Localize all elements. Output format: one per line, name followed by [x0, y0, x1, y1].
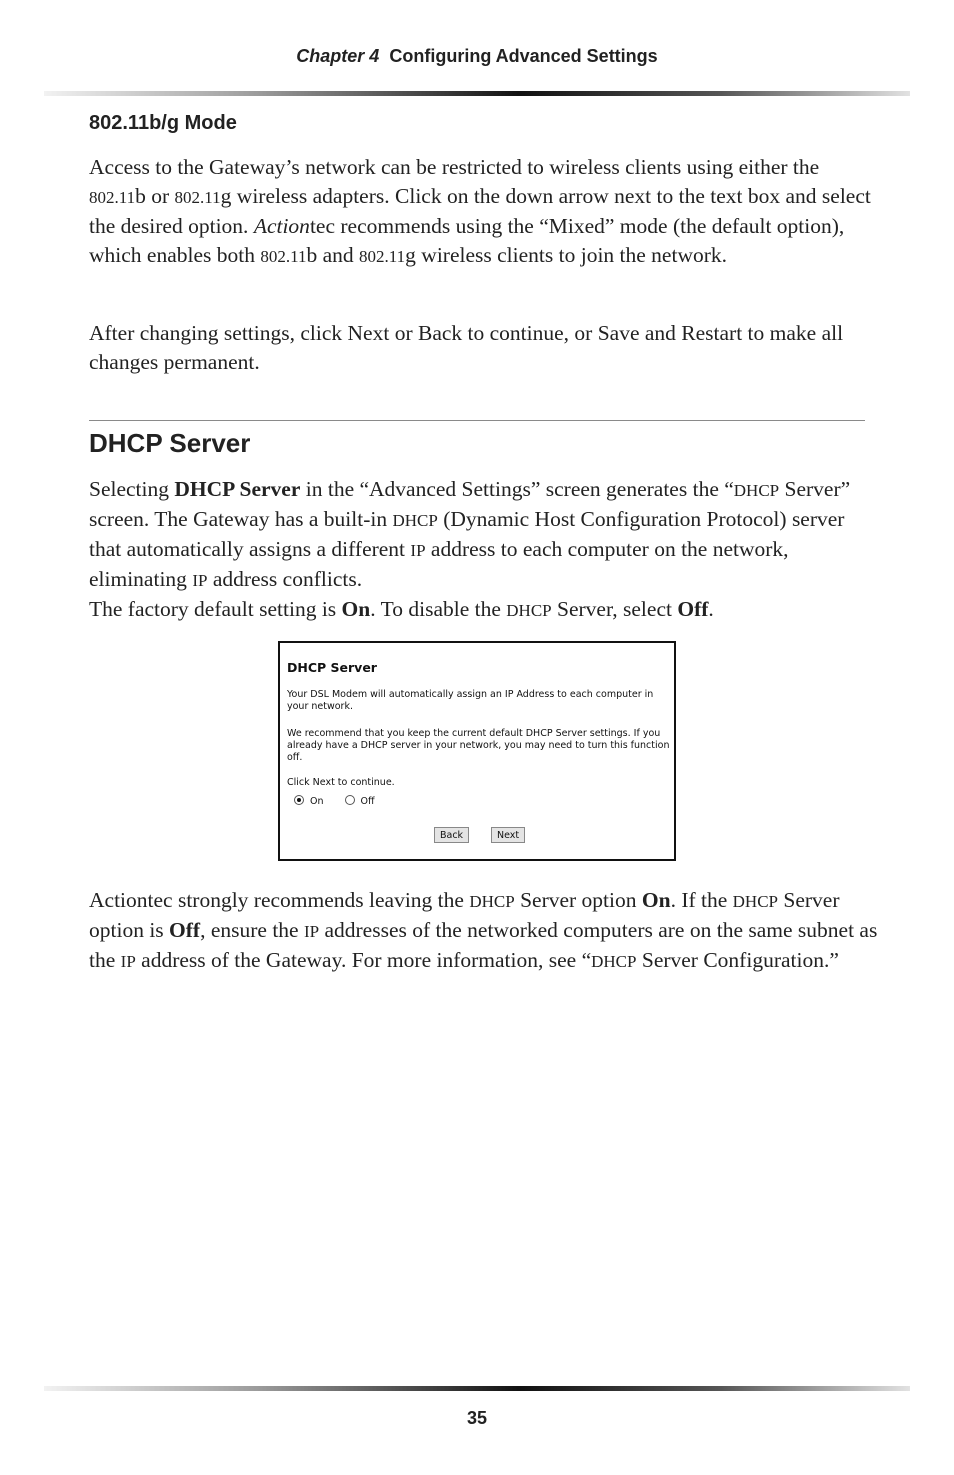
section-heading-80211bg-mode: 802.11b/g Mode: [89, 112, 237, 134]
screenshot-text-continue: Click Next to continue.: [287, 777, 395, 788]
section-heading-dhcp-server: DHCP Server: [89, 428, 251, 458]
radio-off[interactable]: [345, 795, 355, 805]
back-button[interactable]: Back: [434, 827, 469, 843]
screenshot-text-recommend: We recommend that you keep the current default DHCP Server settings. If you already have a DHCP server in your network, you may need to turn this function off.: [287, 728, 670, 763]
chapter-label: Chapter 4: [296, 46, 380, 66]
page-number: 35: [466, 1408, 488, 1428]
dhcp-server-screenshot: [278, 641, 676, 861]
paragraph-save-instructions: After changing settings, click Next or Back to continue, or Save and Restart to make all changes permanent.: [89, 321, 844, 374]
header-rule: [44, 91, 910, 96]
screenshot-text-assign: Your DSL Modem will automatically assign an IP Address to each computer in your network.: [287, 689, 654, 712]
next-button[interactable]: Next: [491, 827, 525, 843]
section-divider: [89, 420, 865, 421]
paragraph-dhcp-intro: Selecting DHCP Server in the “Advanced Settings” screen generates the “DHCP Server” screen. The Gateway has a built-in DHCP (Dynamic Host Configuration Protocol) server that automatically assigns a different IP address to each computer on the network, eliminating IP address conflicts. The factory default setting is On. To disable the DHCP Server, select Off.: [89, 477, 851, 621]
paragraph-dhcp-recommendation: Actiontec strongly recommends leaving the DHCP Server option On. If the DHCP Server option is Off, ensure the IP addresses of the networked computers are on the same subnet as the IP address of the Gateway. For more information, see “DHCP Server Configuration.”: [89, 888, 878, 972]
footer-rule: [44, 1386, 910, 1391]
running-header: [0, 46, 954, 67]
screenshot-title: DHCP Server: [287, 660, 377, 675]
dhcp-radio-group: [294, 795, 393, 807]
radio-on-label: On: [310, 796, 324, 807]
radio-off-label: Off: [360, 796, 375, 807]
paragraph-80211bg-intro: Access to the Gateway’s network can be restricted to wireless clients using either the 802.11b or 802.11g wireless adapters. Click on the down arrow next to the text box and select the desired option. Actiontec recommends using the “Mixed” mode (the default option), which enables both 802.11b and 802.11g wireless clients to join the network.: [89, 155, 871, 267]
radio-on[interactable]: [294, 795, 304, 805]
chapter-title: Configuring Advanced Settings: [389, 46, 658, 66]
